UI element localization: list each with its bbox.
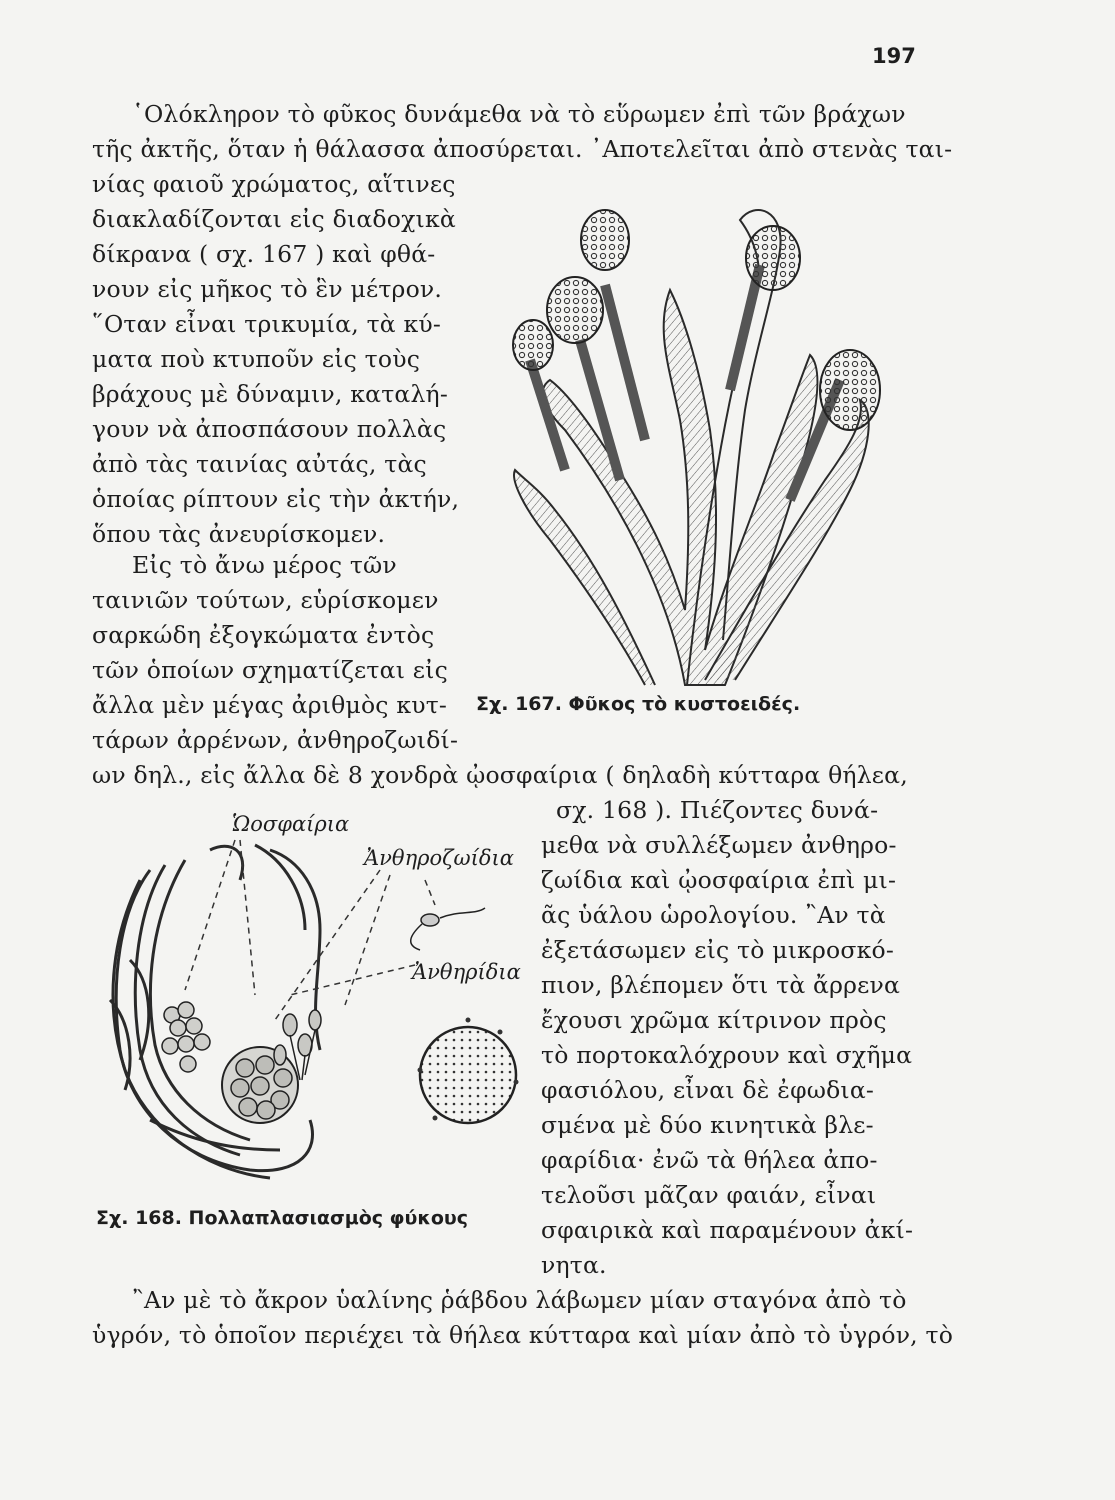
figure-168-caption: Σχ. 168. Πολλαπλασιασμὸς φύκους xyxy=(96,1207,469,1229)
paragraph3-line-2: ὑγρόν, τὸ ὁποῖον περιέχει τὰ θήλεα κύτταρα καὶ μίαν ἀπὸ τὸ ὑγρόν, τὸ xyxy=(92,1321,954,1349)
paragraph2-line-5: ἄλλα μὲν μέγας ἀριθμὸς κυτ- xyxy=(92,691,448,719)
paragraph1-line-12: ὁποίας ρίπτουν εἰς τὴν ἀκτήν, xyxy=(92,485,460,513)
paragraph2-line-7: ων δηλ., εἰς ἄλλα δὲ 8 χονδρὰ ᾠοσφαίρια ( δηλαδὴ κύτταρα θήλεα, xyxy=(92,761,908,789)
paragraph1-line-11: ἀπὸ τὰς ταινίας αὐτάς, τὰς xyxy=(92,450,427,478)
paragraph1-line-2: τῆς ἀκτῆς, ὅταν ἡ θάλασσα ἀποσύρεται. ᾿Αποτελεῖται ἀπὸ στενὰς ται- xyxy=(92,135,953,163)
paragraph1-line-7: ῞Οταν εἶναι τρικυμία, τὰ κύ- xyxy=(92,310,442,338)
paragraph2-line-10: ζωίδια καὶ ᾠοσφαίρια ἐπὶ μι- xyxy=(541,866,897,894)
figure-167-caption: Σχ. 167. Φῦκος τὸ κυστοειδές. xyxy=(476,693,801,715)
paragraph3-line-1: ῍Αν μὲ τὸ ἄκρον ὑαλίνης ῥάβδου λάβωμεν μίαν σταγόνα ἀπὸ τὸ xyxy=(132,1286,907,1314)
paragraph2-line-8: σχ. 168 ). Πιέζοντες δυνά- xyxy=(556,796,879,824)
figure-167-seaweed-illustration xyxy=(455,180,910,690)
paragraph2-line-6: τάρων ἀρρένων, ἀνθηροζωιδί- xyxy=(92,726,459,754)
paragraph2-line-3: σαρκώδη ἐξογκώματα ἐντὸς xyxy=(92,621,435,649)
figure-168-reproduction-illustration xyxy=(90,820,530,1190)
paragraph2-line-16: φασιόλου, εἶναι δὲ ἐφωδια- xyxy=(541,1076,875,1104)
paragraph1-line-4: διακλαδίζονται εἰς διαδοχικὰ xyxy=(92,205,456,233)
paragraph2-line-21: νητα. xyxy=(541,1251,607,1279)
paragraph2-line-18: φαρίδια· ἐνῶ τὰ θήλεα ἀπο- xyxy=(541,1146,878,1174)
paragraph2-line-20: σφαιρικὰ καὶ παραμένουν ἀκί- xyxy=(541,1216,914,1244)
paragraph2-line-12: ἐξετάσωμεν εἰς τὸ μικροσκό- xyxy=(541,936,895,964)
paragraph2-line-4: τῶν ὁποίων σχηματίζεται εἰς xyxy=(92,656,448,684)
paragraph1-line-3: νίας φαιοῦ χρώματος, αἵτινες xyxy=(92,170,456,198)
paragraph2-line-19: τελοῦσι μᾶζαν φαιάν, εἶναι xyxy=(541,1181,877,1209)
paragraph2-line-15: τὸ πορτοκαλόχρουν καὶ σχῆμα xyxy=(541,1041,913,1069)
label-antheridia: Ἀνθηρίδια xyxy=(412,960,521,984)
label-oospheres: Ὡοσφαίρια xyxy=(232,812,350,836)
label-antherozoids: Ἀνθηροζωίδια xyxy=(364,846,514,870)
paragraph1-line-10: γουν νὰ ἀποσπάσουν πολλὰς xyxy=(92,415,447,443)
paragraph2-line-9: μεθα νὰ συλλέξωμεν ἀνθηρο- xyxy=(541,831,897,859)
paragraph2-line-13: πιον, βλέπομεν ὅτι τὰ ἄρρενα xyxy=(541,971,901,999)
paragraph2-line-1: Εἰς τὸ ἄνω μέρος τῶν xyxy=(132,551,397,579)
paragraph1-line-1: ῾Ολόκληρον τὸ φῦκος δυνάμεθα νὰ τὸ εὕρωμεν ἐπὶ τῶν βράχων xyxy=(132,100,906,128)
paragraph2-line-17: σμένα μὲ δύο κινητικὰ βλε- xyxy=(541,1111,874,1139)
paragraph1-line-9: βράχους μὲ δύναμιν, καταλή- xyxy=(92,380,448,408)
paragraph1-line-13: ὅπου τὰς ἀνευρίσκομεν. xyxy=(92,520,386,548)
page-number: 197 xyxy=(872,44,916,68)
paragraph2-line-11: ᾶς ὑάλου ὡρολογίου. ῍Αν τὰ xyxy=(541,901,886,929)
paragraph1-line-8: ματα ποὺ κτυποῦν εἰς τοὺς xyxy=(92,345,421,373)
paragraph1-line-6: νουν εἰς μῆκος τὸ ἓν μέτρον. xyxy=(92,275,443,303)
paragraph2-line-2: ταινιῶν τούτων, εὑρίσκομεν xyxy=(92,586,439,614)
paragraph2-line-14: ἔχουσι χρῶμα κίτρινον πρὸς xyxy=(541,1006,887,1034)
paragraph1-line-5: δίκρανα ( σχ. 167 ) καὶ φθά- xyxy=(92,240,436,268)
